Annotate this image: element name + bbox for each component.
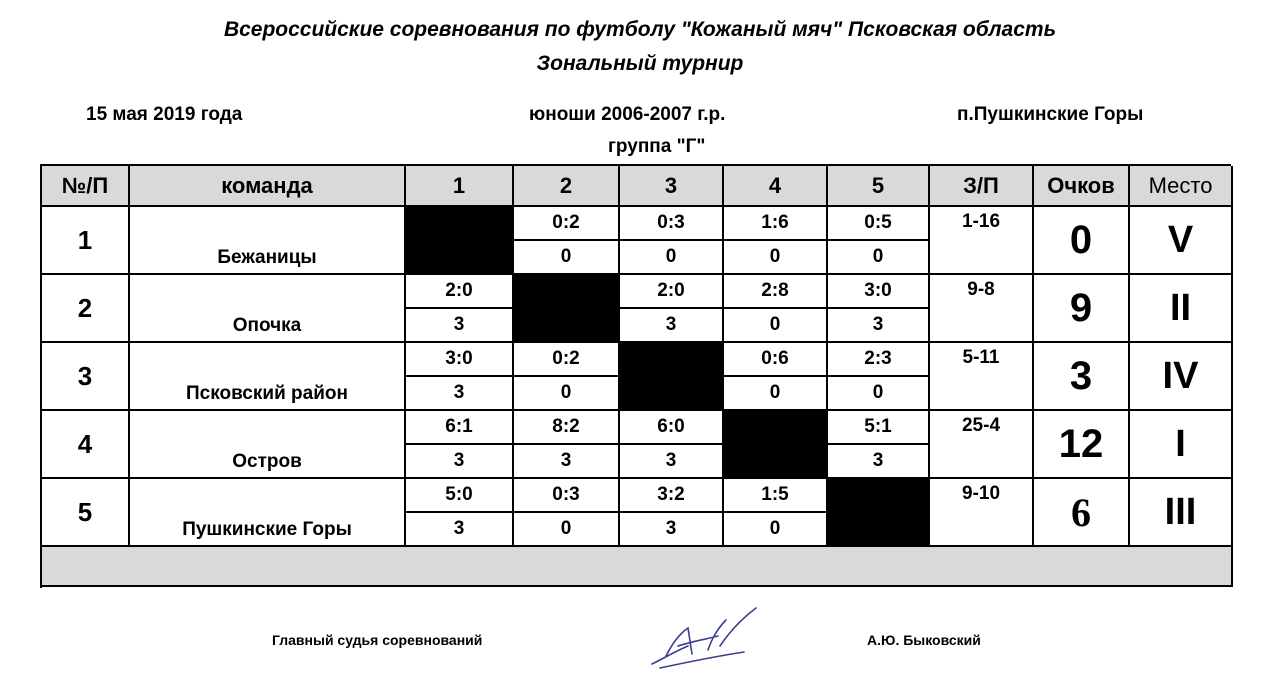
match-points: 3 [828,309,930,343]
header-place: Место [1130,166,1233,207]
judge-name: А.Ю. Быковский [867,632,981,648]
header-goals: З/П [930,166,1034,207]
total-points: 0 [1034,207,1130,275]
age-category: юноши 2006-2007 г.р. [529,104,726,125]
match-points: 3 [828,445,930,479]
self-match-cell [514,275,620,343]
team-number: 4 [42,411,130,479]
final-place: II [1130,275,1233,343]
match-points: 3 [620,513,724,547]
match-points: 3 [406,377,514,411]
match-points: 0 [620,241,724,275]
header-points: Очков [1034,166,1130,207]
header-team: команда [130,166,406,207]
match-score: 5:0 [406,479,514,513]
team-name: Бежаницы [130,207,406,275]
match-points: 0 [514,377,620,411]
match-points: 3 [514,445,620,479]
match-score: 0:5 [828,207,930,241]
document-title: Всероссийские соревнования по футболу "Кожаный мяч" Псковская область [223,18,1057,41]
final-place: V [1130,207,1233,275]
match-score: 2:8 [724,275,828,309]
final-place: IV [1130,343,1233,411]
match-score: 3:0 [828,275,930,309]
header-col-2: 2 [514,166,620,207]
team-number: 1 [42,207,130,275]
event-date: 15 мая 2019 года [86,104,243,125]
self-match-cell [724,411,828,479]
final-place: III [1130,479,1233,547]
match-score: 6:0 [620,411,724,445]
goal-difference: 9-8 [930,275,1034,343]
header-col-1: 1 [406,166,514,207]
results-table [40,164,1231,588]
match-points: 0 [828,241,930,275]
match-score: 0:3 [514,479,620,513]
self-match-cell [828,479,930,547]
self-match-cell [620,343,724,411]
match-score: 5:1 [828,411,930,445]
team-name: Опочка [130,275,406,343]
match-points: 0 [514,513,620,547]
match-points: 3 [406,513,514,547]
document-subtitle: Зональный турнир [536,52,744,75]
match-points: 0 [724,513,828,547]
total-points: 3 [1034,343,1130,411]
header-col-4: 4 [724,166,828,207]
team-name: Псковский район [130,343,406,411]
match-score: 2:0 [620,275,724,309]
match-points: 3 [620,445,724,479]
total-points: 6 [1034,479,1130,547]
group-label: группа "Г" [608,136,706,157]
team-number: 2 [42,275,130,343]
match-score: 0:2 [514,343,620,377]
match-score: 2:0 [406,275,514,309]
match-points: 3 [620,309,724,343]
goal-difference: 25-4 [930,411,1034,479]
match-score: 8:2 [514,411,620,445]
match-score: 2:3 [828,343,930,377]
team-name: Пушкинские Горы [130,479,406,547]
match-points: 0 [514,241,620,275]
total-points: 12 [1034,411,1130,479]
venue: п.Пушкинские Горы [957,104,1144,125]
match-points: 0 [828,377,930,411]
match-score: 6:1 [406,411,514,445]
goal-difference: 9-10 [930,479,1034,547]
judge-label: Главный судья соревнований [272,632,483,648]
team-number: 5 [42,479,130,547]
match-points: 0 [724,241,828,275]
team-number: 3 [42,343,130,411]
table-footer-bar [42,547,1233,587]
goal-difference: 5-11 [930,343,1034,411]
match-score: 1:6 [724,207,828,241]
match-points: 0 [724,309,828,343]
header-col-5: 5 [828,166,930,207]
total-points: 9 [1034,275,1130,343]
self-match-cell [406,207,514,275]
match-points: 3 [406,445,514,479]
goal-difference: 1-16 [930,207,1034,275]
final-place: I [1130,411,1233,479]
judge-signature [648,606,764,672]
match-score: 3:2 [620,479,724,513]
match-score: 1:5 [724,479,828,513]
team-name: Остров [130,411,406,479]
match-score: 0:6 [724,343,828,377]
match-score: 0:2 [514,207,620,241]
match-points: 0 [724,377,828,411]
header-col-3: 3 [620,166,724,207]
match-points: 3 [406,309,514,343]
match-score: 3:0 [406,343,514,377]
match-score: 0:3 [620,207,724,241]
header-number: №/П [42,166,130,207]
